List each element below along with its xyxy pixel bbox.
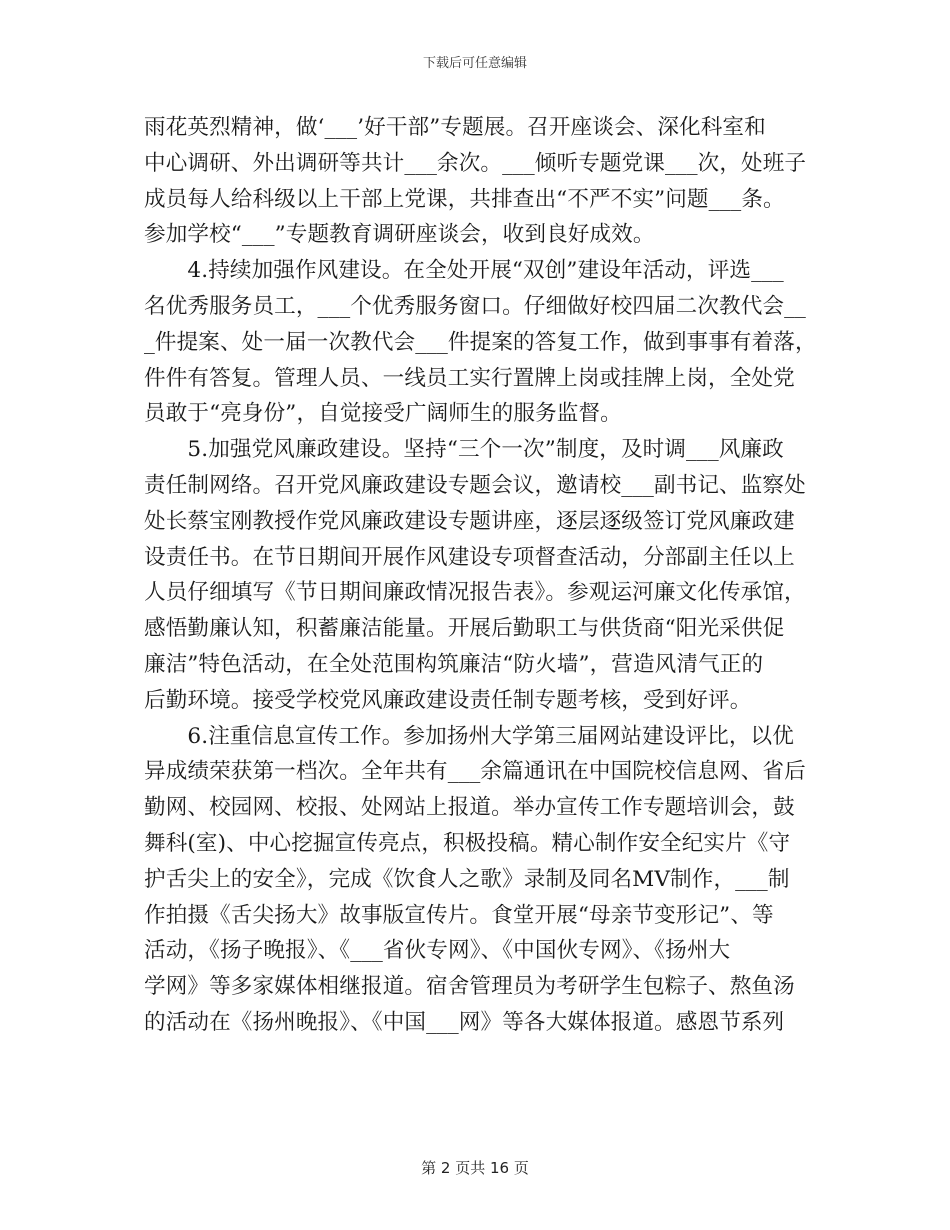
text-line: 护舌尖上的安全》，完成《饮食人之歌》录制及同名MV制作，___制 xyxy=(144,866,790,892)
document-body xyxy=(144,110,817,1041)
text-line: 廉洁”特色活动，在全处范围构筑廉洁“防火墙”，营造风清气正的 xyxy=(144,651,764,677)
paragraph-1 xyxy=(144,110,808,253)
text-line: 名优秀服务员工，___个优秀服务窗口。仔细做好校四届二次教代会__ xyxy=(144,293,806,319)
paragraph-3 xyxy=(144,432,808,718)
page-header-note: 下载后可任意编辑 xyxy=(422,56,527,71)
text-line: 成员每人给科级以上干部上党课，共排查出“不严不实”问题___条。 xyxy=(144,186,785,212)
paragraph-4 xyxy=(144,719,808,1041)
text-line: 感悟勤廉认知，积蓄廉洁能量。开展后勤职工与供货商“阳光采供促 xyxy=(144,616,785,642)
text-line: 中心调研、外出调研等共计___余次。___倾听专题党课___次，处班子 xyxy=(144,150,807,176)
text-line: 责任制网络。召开党风廉政建设专题会议，邀请校___副书记、监察处 xyxy=(144,472,806,498)
text-line: 雨花英烈精神，做‘___’好干部”专题展。召开座谈会、深化科室和 xyxy=(144,115,766,140)
text-line: 参加学校“___”专题教育调研座谈会，收到良好成效。 xyxy=(144,222,655,248)
text-line: 件件有答复。管理人员、一线员工实行置牌上岗或挂牌上岗，全处党 xyxy=(144,365,795,391)
text-line: 的活动在《扬州晚报》、《中国___网》等各大媒体报道。感恩节系列 xyxy=(144,1009,785,1035)
text-line: 后勤环境。接受学校党风廉政建设责任制专题考核，受到好评。 xyxy=(144,687,752,713)
paragraph-2 xyxy=(144,253,817,432)
text-line: 人员仔细填写《节日期间廉政情况报告表》。参观运河廉文化传承馆， xyxy=(144,580,806,606)
text-line: 5.加强党风廉政建设。坚持“三个一次”制度，及时调___风廉政 xyxy=(144,437,784,463)
text-line: 处长蔡宝刚教授作党风廉政建设专题讲座，逐层逐级签订党风廉政建 xyxy=(144,508,795,534)
text-line: 6.注重信息宣传工作。参加扬州大学第三届网站建设评比，以优 xyxy=(144,723,794,749)
text-line: 异成绩荣获第一档次。全年共有___余篇通讯在中国院校信息网、省后 xyxy=(144,759,806,785)
text-line: 勤网、校园网、校报、处网站上报道。举办宣传工作专题培训会，鼓 xyxy=(144,795,795,821)
text-line: 舞科(室)、中心挖掘宣传亮点，积极投稿。精心制作安全纪实片《守 xyxy=(144,830,791,856)
text-line: 设责任书。在节日期间开展作风建设专项督查活动，分部副主任以上 xyxy=(144,544,795,570)
text-line: 活动，《扬子晚报》、《___省伙专网》、《中国伙专网》、《扬州大 xyxy=(144,938,731,964)
text-line: 学网》等多家媒体相继报道。宿舍管理员为考研学生包粽子、熬鱼汤 xyxy=(144,974,795,1000)
text-line: 作拍摄《舌尖扬大》故事版宣传片。食堂开展“母亲节变形记”、等 xyxy=(144,902,774,928)
text-line: _件提案、处一届一次教代会___件提案的答复工作，做到事事有着落， xyxy=(144,329,817,355)
text-line: 4.持续加强作风建设。在全处开展“双创”建设年活动，评选___ xyxy=(144,258,784,284)
text-line: 员敢于“亮身份”，自觉接受广阔师生的服务监督。 xyxy=(144,401,622,427)
page-number: 第 2 页共 16 页 xyxy=(421,1159,529,1177)
